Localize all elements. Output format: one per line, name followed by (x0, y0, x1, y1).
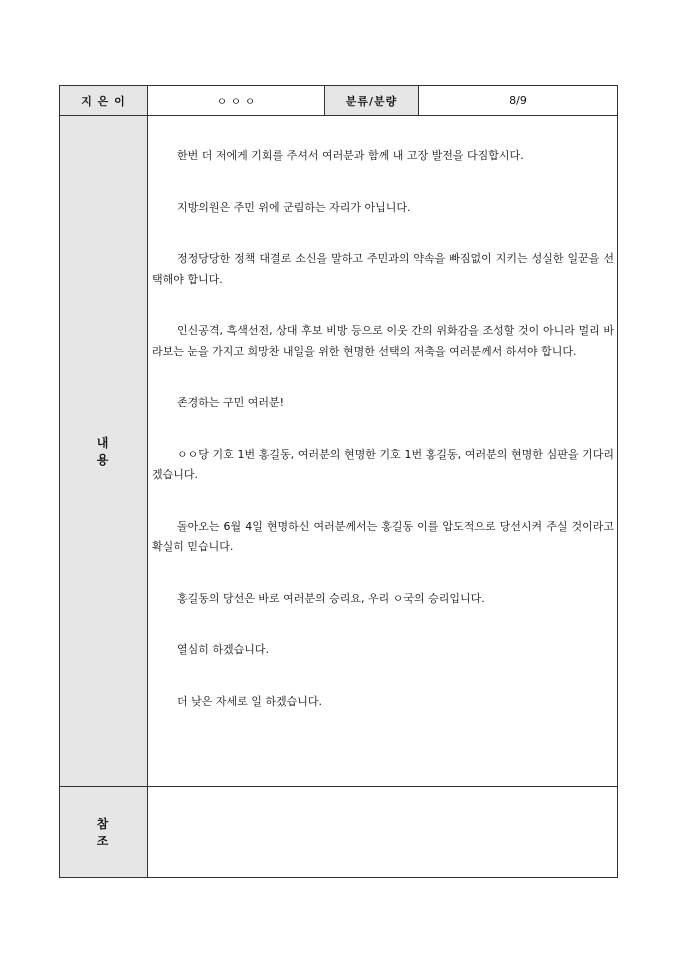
category-label: 분류/분량 (325, 86, 419, 116)
author-label: 지 은 이 (60, 86, 148, 116)
paragraph: 존경하는 구민 여러분! (177, 396, 285, 409)
reference-label (60, 787, 148, 878)
paragraph: 열심히 하겠습니다. (177, 643, 270, 656)
paragraph: 홍길동의 당선은 바로 여러분의 승리요, 우리 ㅇ국의 승리입니다. (177, 591, 485, 605)
reference-value (148, 787, 618, 878)
content-row (60, 116, 618, 787)
content-cell (148, 116, 618, 787)
reference-label-text: 참 조 (96, 817, 131, 848)
speech-form-table (59, 85, 618, 878)
paragraph: 지방의원은 주민 위에 군림하는 자리가 아닙니다. (177, 200, 411, 214)
paragraph: 돌아오는 6월 4일 현명하신 여러분께서는 홍길동 이를 압도적으로 당선시켜 주실 것이라고 확실히 믿습니다. (152, 519, 614, 553)
paragraph: 인신공격, 흑색선전, 상대 후보 비방 등으로 이웃 간의 위화감을 조성할 것이 아니라 멀리 바라보는 눈을 가지고 희망찬 내일을 위한 현명한 선택의 저축을 여러분께서 하셔야 합니다. (152, 324, 614, 358)
paragraph: ㅇㅇ당 기호 1번 홍길동, 여러분의 현명한 기호 1번 홍길동, 여러분의 현명한 심판을 기다리겠습니다. (152, 447, 614, 481)
header-row (60, 86, 618, 116)
paragraph: 정정당당한 정책 대결로 소신을 말하고 주민과의 약속을 빠짐없이 지키는 성실한 일꾼을 선택해야 합니다. (152, 252, 614, 286)
category-value: 8/9 (419, 86, 618, 116)
content-label (60, 116, 148, 787)
speech-body (148, 116, 617, 712)
reference-row (60, 787, 618, 878)
author-value: ㅇ ㅇ ㅇ (148, 86, 325, 116)
paragraph: 더 낮은 자세로 일 하겠습니다. (177, 694, 322, 708)
paragraph: 한번 더 저에게 기회를 주셔서 여러분과 함께 내 고장 발전을 다짐합시다. (177, 149, 524, 162)
content-label-text: 내 용 (96, 436, 131, 467)
